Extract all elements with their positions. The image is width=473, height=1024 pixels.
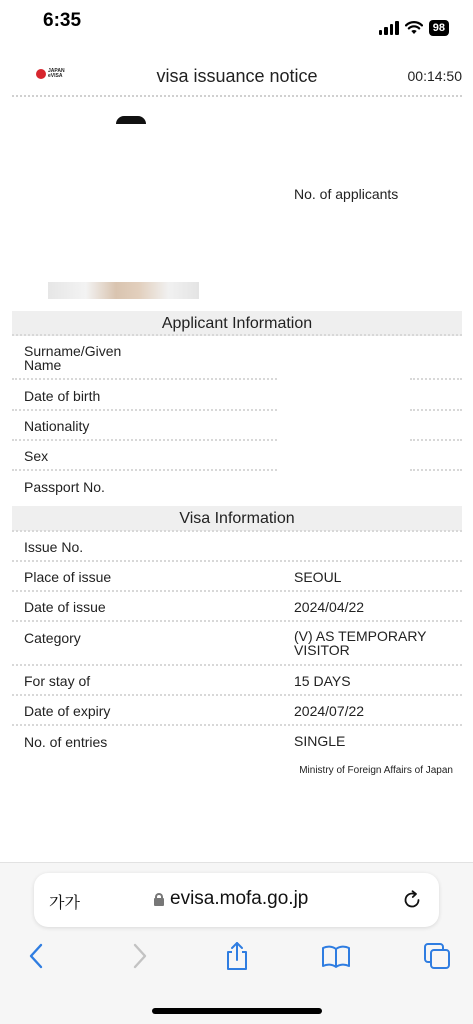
divider bbox=[410, 439, 462, 441]
text-size-button[interactable]: 가가 bbox=[49, 895, 80, 912]
nationality-label: Nationality bbox=[24, 418, 90, 434]
status-bar bbox=[0, 0, 473, 48]
applicants-label: No. of applicants bbox=[294, 186, 399, 202]
category-value: (V) AS TEMPORARY VISITOR bbox=[294, 628, 427, 658]
divider bbox=[410, 409, 462, 411]
url-display[interactable] bbox=[154, 888, 308, 910]
home-indicator bbox=[152, 1008, 322, 1014]
bookmarks-icon[interactable] bbox=[321, 941, 351, 971]
sex-label: Sex bbox=[24, 448, 49, 464]
issue-no-label: Issue No. bbox=[24, 539, 84, 555]
divider bbox=[12, 334, 462, 336]
browser-toolbar bbox=[0, 941, 473, 981]
stay-label: For stay of bbox=[24, 673, 91, 689]
back-icon[interactable] bbox=[22, 941, 52, 971]
divider bbox=[12, 409, 277, 411]
applicant-section-title: Applicant Information bbox=[12, 311, 462, 336]
url-text: evisa.mofa.go.jp bbox=[170, 888, 309, 909]
date-of-issue-label: Date of issue bbox=[24, 599, 106, 615]
category-label: Category bbox=[24, 630, 81, 646]
divider bbox=[12, 664, 462, 666]
page-header bbox=[12, 62, 462, 96]
session-timer: 00:14:50 bbox=[407, 68, 462, 84]
divider bbox=[12, 620, 462, 622]
divider bbox=[12, 724, 462, 726]
surname-label: Surname/Given Name bbox=[24, 343, 122, 373]
battery-icon: 98 bbox=[429, 20, 449, 36]
address-bar[interactable] bbox=[34, 873, 439, 927]
place-of-issue-value: SEOUL bbox=[294, 569, 342, 585]
entries-label: No. of entries bbox=[24, 734, 108, 750]
logo-line-2: eVISA bbox=[48, 73, 63, 79]
divider bbox=[12, 560, 462, 562]
divider bbox=[12, 590, 462, 592]
wifi-icon bbox=[405, 21, 423, 35]
reload-icon[interactable] bbox=[401, 889, 423, 911]
divider bbox=[12, 439, 277, 441]
status-time: 6:35 bbox=[43, 10, 82, 31]
date-of-expiry-label: Date of expiry bbox=[24, 703, 111, 719]
place-of-issue-label: Place of issue bbox=[24, 569, 112, 585]
applicant-photo-top bbox=[116, 116, 146, 124]
browser-bottom-bar bbox=[0, 862, 473, 1024]
dob-label: Date of birth bbox=[24, 388, 101, 404]
divider bbox=[12, 378, 277, 380]
status-icons bbox=[379, 20, 449, 36]
page-title: visa issuance notice bbox=[156, 66, 318, 86]
share-icon[interactable] bbox=[222, 941, 252, 971]
tabs-icon[interactable] bbox=[422, 941, 452, 971]
header-divider bbox=[12, 95, 462, 97]
passport-label: Passport No. bbox=[24, 479, 105, 495]
applicant-photo-bottom bbox=[48, 282, 199, 299]
divider bbox=[12, 530, 462, 532]
divider bbox=[12, 469, 277, 471]
stay-value: 15 DAYS bbox=[294, 673, 351, 689]
lock-icon bbox=[154, 893, 164, 905]
divider bbox=[12, 694, 462, 696]
divider bbox=[410, 469, 462, 471]
cellular-signal-icon bbox=[379, 21, 399, 35]
date-of-issue-value: 2024/04/22 bbox=[294, 599, 365, 615]
entries-value: SINGLE bbox=[294, 733, 346, 749]
logo-line-1: JAPAN bbox=[48, 68, 65, 74]
forward-icon[interactable] bbox=[124, 941, 154, 971]
date-of-expiry-value: 2024/07/22 bbox=[294, 703, 365, 719]
ministry-note: Ministry of Foreign Affairs of Japan bbox=[299, 765, 453, 776]
visa-section-title: Visa Information bbox=[12, 506, 462, 531]
divider bbox=[410, 378, 462, 380]
